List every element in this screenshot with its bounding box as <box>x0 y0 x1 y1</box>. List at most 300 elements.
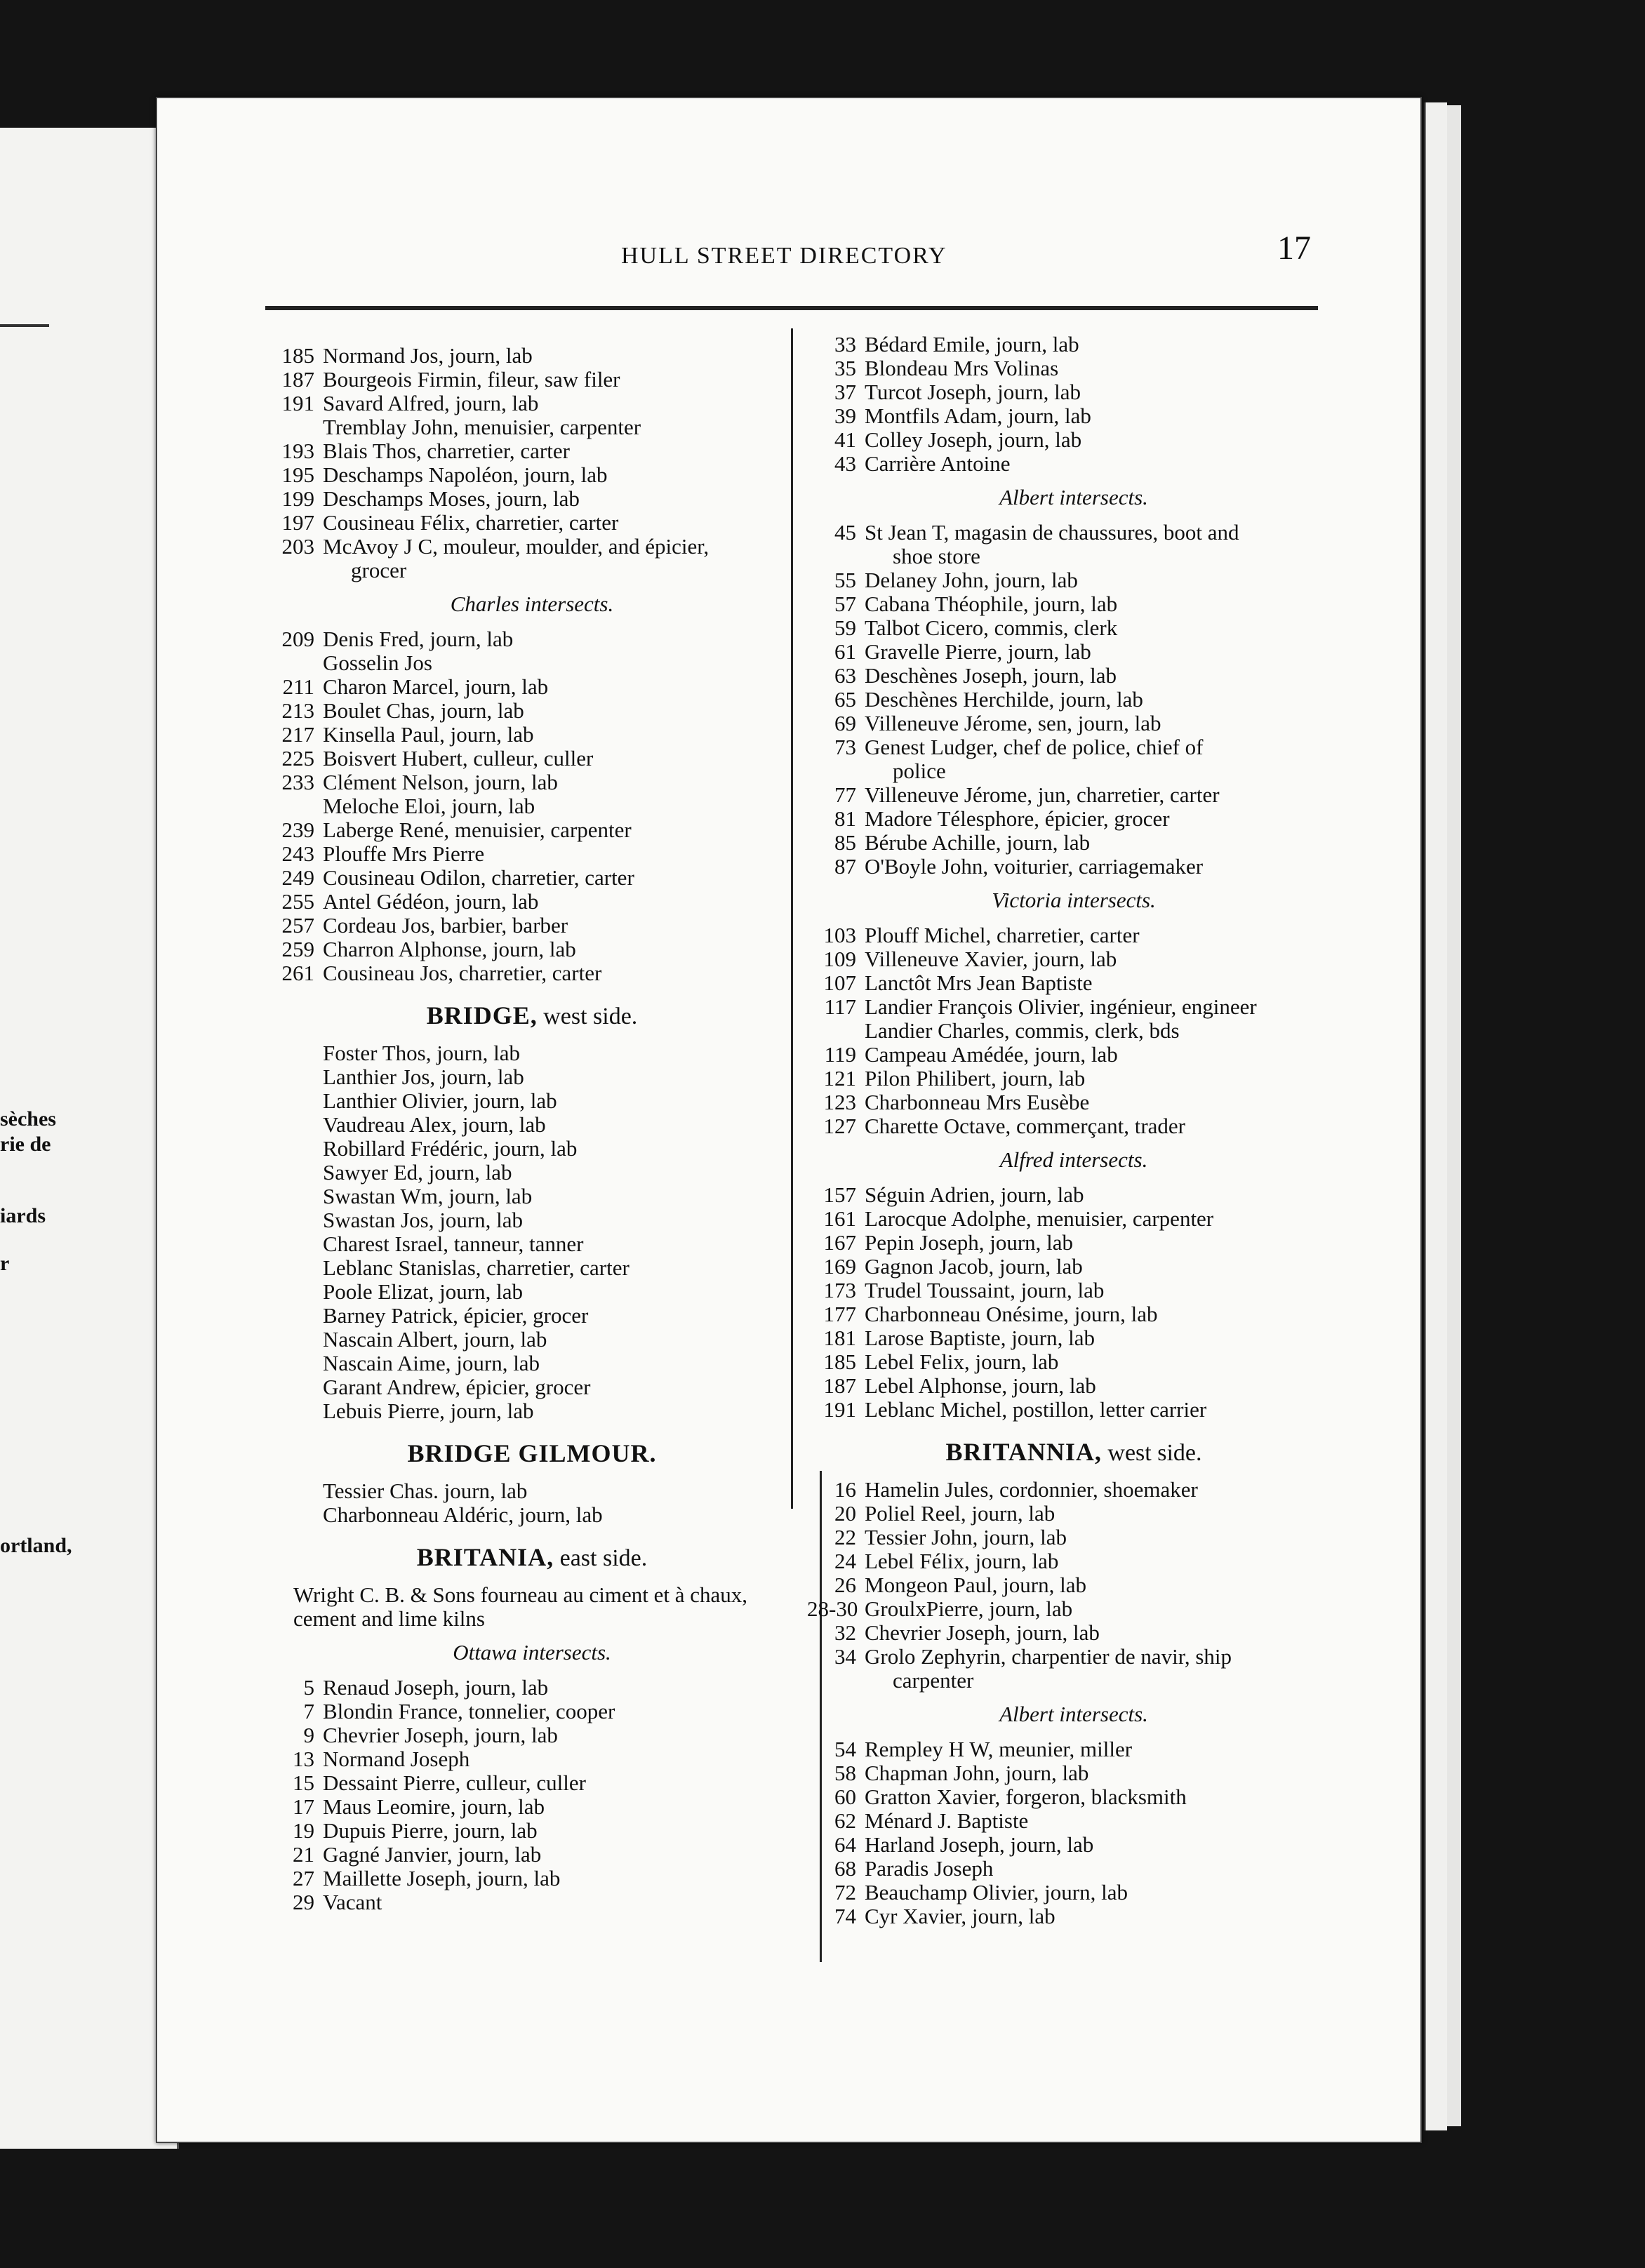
house-number: 191 <box>823 1397 856 1422</box>
entry-text: Lanthier Olivier, journ, lab <box>323 1088 557 1113</box>
directory-entry <box>807 1881 1340 1905</box>
directory-entry <box>807 640 1340 664</box>
house-number: 15 <box>293 1770 314 1795</box>
entry-text: Rempley H W, meunier, miller <box>865 1737 1133 1761</box>
entry-text: Trudel Toussaint, journ, lab <box>865 1278 1105 1302</box>
entry-text: Deschènes Joseph, journ, lab <box>865 663 1117 688</box>
house-number: 107 <box>823 970 856 995</box>
entry-text: Maillette Joseph, journ, lab <box>323 1866 561 1890</box>
entry-text: Genest Ludger, chef de police, chief of <box>865 735 1204 759</box>
directory-entry <box>807 664 1340 688</box>
directory-entry <box>265 439 799 463</box>
entry-text: Turcot Joseph, journ, lab <box>865 380 1081 404</box>
directory-entry <box>265 627 799 651</box>
directory-entry <box>807 1526 1340 1549</box>
house-number: 121 <box>823 1066 856 1090</box>
entry-text: Antel Gédéon, journ, lab <box>323 889 539 914</box>
entry-text: Gratton Xavier, forgeron, blacksmith <box>865 1785 1187 1809</box>
house-number: 161 <box>823 1206 856 1231</box>
entry-text: Boulet Chas, journ, lab <box>323 698 524 723</box>
entry-text: Blondeau Mrs Volinas <box>865 356 1059 380</box>
house-number: 191 <box>281 391 314 415</box>
entry-text: Vacant <box>323 1890 382 1914</box>
house-number: 32 <box>834 1620 856 1645</box>
house-number: 187 <box>823 1373 856 1398</box>
directory-entry <box>807 1809 1340 1833</box>
entry-text: Pilon Philibert, journ, lab <box>865 1066 1086 1090</box>
entry-continuation <box>807 759 1340 783</box>
entry-text: Paradis Joseph <box>865 1856 994 1881</box>
house-number: 57 <box>834 592 856 616</box>
entry-text: Normand Jos, journ, lab <box>323 343 533 368</box>
directory-entry <box>265 1771 799 1795</box>
directory-entry <box>265 1375 799 1399</box>
directory-entry <box>265 392 799 415</box>
entry-continuation <box>807 1669 1340 1693</box>
entry-text: Ménard J. Baptiste <box>865 1808 1029 1833</box>
entry-text: Robillard Frédéric, journ, lab <box>323 1136 578 1161</box>
directory-entry <box>265 487 799 511</box>
directory-entry <box>807 592 1340 616</box>
house-number: 22 <box>834 1525 856 1549</box>
directory-entry <box>265 1676 799 1700</box>
house-number: 259 <box>281 937 314 961</box>
directory-entry <box>807 1374 1340 1398</box>
directory-entry <box>265 368 799 392</box>
entry-text: Garant Andrew, épicier, grocer <box>323 1375 591 1399</box>
entry-text: Deschamps Napoléon, journ, lab <box>323 462 608 487</box>
directory-entry <box>265 1304 799 1328</box>
directory-entry <box>265 842 799 866</box>
directory-entry <box>807 1043 1340 1067</box>
house-number: 21 <box>293 1842 314 1867</box>
entry-text: Savard Alfred, journ, lab <box>323 391 539 415</box>
entry-text: Blondin France, tonnelier, cooper <box>323 1699 615 1723</box>
entry-text: Cordeau Jos, barbier, barber <box>323 913 568 938</box>
house-number: 213 <box>281 698 314 723</box>
intersection-note: Charles intersects. <box>450 592 614 616</box>
entry-text: Villeneuve Xavier, journ, lab <box>865 947 1117 971</box>
directory-entry <box>265 1843 799 1867</box>
house-number: 72 <box>834 1880 856 1905</box>
directory-entry <box>265 914 799 938</box>
directory-entry <box>807 1785 1340 1809</box>
directory-entry <box>265 463 799 487</box>
directory-entry <box>807 1067 1340 1090</box>
house-number: 60 <box>834 1785 856 1809</box>
directory-entry <box>265 1399 799 1423</box>
intersection-note: Alfred intersects. <box>999 1147 1148 1172</box>
directory-entry <box>807 380 1340 404</box>
house-number: 74 <box>834 1904 856 1928</box>
intersection-note: Ottawa intersects. <box>453 1640 611 1665</box>
house-number: 65 <box>834 687 856 712</box>
directory-entry <box>807 735 1340 759</box>
directory-entry <box>265 1041 799 1065</box>
street-name: BRITANNIA, <box>945 1438 1102 1466</box>
house-number: 61 <box>834 639 856 664</box>
header-rule <box>265 306 1318 310</box>
directory-entry <box>265 415 799 439</box>
entry-text: Gagnon Jacob, journ, lab <box>865 1254 1083 1279</box>
house-number: 217 <box>281 722 314 747</box>
entry-text: Clément Nelson, journ, lab <box>323 770 558 794</box>
directory-entry <box>807 923 1340 947</box>
house-number: 177 <box>823 1302 856 1326</box>
entry-text: Séguin Adrien, journ, lab <box>865 1182 1084 1207</box>
directory-entry <box>807 783 1340 807</box>
house-number: 211 <box>282 674 314 699</box>
directory-entry <box>807 1019 1340 1043</box>
directory-entry <box>807 1279 1340 1302</box>
entry-text: Chevrier Joseph, journ, lab <box>865 1620 1100 1645</box>
entry-text: Colley Joseph, journ, lab <box>865 427 1082 452</box>
entry-text: Villeneuve Jérome, sen, journ, lab <box>865 711 1161 735</box>
street-name: BRITANIA, <box>416 1543 554 1571</box>
entry-text: Normand Joseph <box>323 1747 470 1771</box>
directory-entry <box>265 1700 799 1723</box>
entry-text: Charette Octave, commerçant, trader <box>865 1114 1186 1138</box>
directory-entry <box>807 356 1340 380</box>
entry-text: McAvoy J C, mouleur, moulder, and épicier, <box>323 534 710 559</box>
entry-text: Larose Baptiste, journ, lab <box>865 1326 1095 1350</box>
entry-text: St Jean T, magasin de chaussures, boot and <box>865 520 1239 545</box>
entry-text: Lebel Felix, journ, lab <box>865 1349 1059 1374</box>
entry-text: Swastan Wm, journ, lab <box>323 1184 533 1208</box>
entry-text: Charon Marcel, journ, lab <box>323 674 549 699</box>
entry-text: Tessier John, journ, lab <box>865 1525 1067 1549</box>
directory-entry <box>807 831 1340 855</box>
directory-entry <box>807 1573 1340 1597</box>
directory-entry <box>807 404 1340 428</box>
street-side: east side. <box>559 1545 648 1571</box>
entry-text: Renaud Joseph, journ, lab <box>323 1675 549 1700</box>
directory-entry <box>807 947 1340 971</box>
house-number: 24 <box>834 1549 856 1573</box>
entry-text: Chevrier Joseph, journ, lab <box>323 1723 558 1747</box>
entry-text: Foster Thos, journ, lab <box>323 1041 520 1065</box>
house-number: 64 <box>834 1832 856 1857</box>
house-number: 5 <box>303 1675 314 1700</box>
entry-text: Cousineau Félix, charretier, carter <box>323 510 619 535</box>
entry-text: Gosselin Jos <box>323 651 432 675</box>
entry-text: Dupuis Pierre, journ, lab <box>323 1818 538 1843</box>
directory-entry <box>807 712 1340 735</box>
directory-entry <box>807 1621 1340 1645</box>
entry-text: Carrière Antoine <box>865 451 1011 476</box>
directory-entry <box>265 1113 799 1137</box>
entry-text: Lanthier Jos, journ, lab <box>323 1065 524 1089</box>
directory-entry <box>265 1232 799 1256</box>
house-number: 41 <box>834 427 856 452</box>
directory-entry <box>265 747 799 771</box>
directory-entry <box>265 1208 799 1232</box>
house-number: 39 <box>834 403 856 428</box>
page-number: 17 <box>1277 229 1311 267</box>
house-number: 63 <box>834 663 856 688</box>
house-number: 16 <box>834 1477 856 1502</box>
house-number: 62 <box>834 1808 856 1833</box>
directory-entry <box>265 699 799 723</box>
entry-text: Lebel Alphonse, journ, lab <box>865 1373 1096 1398</box>
entry-text: Tessier Chas. journ, lab <box>323 1479 528 1503</box>
house-number: 73 <box>834 735 856 759</box>
entry-text: Meloche Eloi, journ, lab <box>323 794 535 818</box>
entry-text: police <box>893 759 946 783</box>
entry-text: carpenter <box>893 1668 974 1693</box>
directory-entry <box>265 535 799 559</box>
page-edge <box>1425 102 1447 2130</box>
entry-text: Blais Thos, charretier, carter <box>323 439 570 463</box>
directory-entry <box>265 1089 799 1113</box>
directory-entry <box>807 428 1340 452</box>
house-number: 81 <box>834 806 856 831</box>
entry-text: Charron Alphonse, journ, lab <box>323 937 576 961</box>
entry-text: Deschènes Herchilde, journ, lab <box>865 687 1143 712</box>
directory-entry <box>265 771 799 794</box>
directory-entry <box>265 1723 799 1747</box>
directory-column-right <box>807 333 1340 1928</box>
directory-entry <box>265 794 799 818</box>
house-number: 173 <box>823 1278 856 1302</box>
entry-text: Gagné Janvier, journ, lab <box>323 1842 542 1867</box>
intersection-note: Victoria intersects. <box>992 888 1156 912</box>
entry-text: Landier Charles, commis, clerk, bds <box>865 1018 1180 1043</box>
house-number: 7 <box>303 1699 314 1723</box>
directory-entry <box>807 1114 1340 1138</box>
business-entry: Wright C. B. & Sons fourneau au ciment et à chaux, cement and lime kilns <box>293 1582 748 1631</box>
entry-text: Hamelin Jules, cordonnier, shoemaker <box>865 1477 1198 1502</box>
entry-text: Talbot Cicero, commis, clerk <box>865 615 1118 640</box>
entry-text: Cousineau Odilon, charretier, carter <box>323 865 634 890</box>
directory-entry <box>807 616 1340 640</box>
entry-text: Dessaint Pierre, culleur, culler <box>323 1770 586 1795</box>
entry-text: Maus Leomire, journ, lab <box>323 1794 545 1819</box>
entry-text: Chapman John, journ, lab <box>865 1761 1089 1785</box>
house-number: 225 <box>281 746 314 771</box>
house-number: 85 <box>834 830 856 855</box>
house-number: 203 <box>281 534 314 559</box>
house-number: 17 <box>293 1794 314 1819</box>
house-number: 109 <box>823 947 856 971</box>
directory-entry <box>265 1256 799 1280</box>
directory-entry <box>807 807 1340 831</box>
house-number: 58 <box>834 1761 856 1785</box>
directory-entry <box>807 688 1340 712</box>
intersection-note: Albert intersects. <box>999 485 1148 509</box>
intersection-note: Albert intersects. <box>999 1702 1148 1726</box>
entry-text: Tremblay John, menuisier, carpenter <box>323 415 641 439</box>
house-number: 13 <box>293 1747 314 1771</box>
facing-page-fragment: iards <box>0 1204 46 1227</box>
house-number: 103 <box>823 923 856 947</box>
directory-entry <box>265 1819 799 1843</box>
directory-entry <box>807 333 1340 356</box>
directory-entry <box>265 511 799 535</box>
house-number: 187 <box>281 367 314 392</box>
house-number: 37 <box>834 380 856 404</box>
entry-text: Cabana Théophile, journ, lab <box>865 592 1118 616</box>
directory-entry <box>265 344 799 368</box>
facing-page-fragment: sèches <box>0 1107 56 1130</box>
house-number: 20 <box>834 1501 856 1526</box>
directory-entry <box>265 1867 799 1890</box>
directory-entry <box>265 1280 799 1304</box>
house-number: 34 <box>834 1644 856 1669</box>
entry-text: Poole Elizat, journ, lab <box>323 1279 523 1304</box>
entry-text: Nascain Albert, journ, lab <box>323 1327 547 1352</box>
directory-entry <box>265 1747 799 1771</box>
directory-entry <box>807 1090 1340 1114</box>
directory-entry <box>807 1737 1340 1761</box>
directory-entry <box>265 938 799 961</box>
house-number: 157 <box>823 1182 856 1207</box>
directory-entry <box>807 1326 1340 1350</box>
house-number: 185 <box>823 1349 856 1374</box>
entry-text: O'Boyle John, voiturier, carriagemaker <box>865 854 1204 879</box>
directory-entry <box>807 1857 1340 1881</box>
directory-entry <box>265 1185 799 1208</box>
house-number: 233 <box>281 770 314 794</box>
house-number: 19 <box>293 1818 314 1843</box>
facing-page-fragment: ortland, <box>0 1534 72 1557</box>
directory-entry <box>265 1065 799 1089</box>
house-number: 117 <box>824 994 856 1019</box>
facing-page-fragment: r <box>0 1252 10 1275</box>
entry-text: Swastan Jos, journ, lab <box>323 1208 524 1232</box>
entry-text: Larocque Adolphe, menuisier, carpenter <box>865 1206 1214 1231</box>
street-side: west side. <box>543 1003 638 1029</box>
house-number: 257 <box>281 913 314 938</box>
entry-text: Beauchamp Olivier, journ, lab <box>865 1880 1128 1905</box>
directory-entry <box>807 1302 1340 1326</box>
directory-entry <box>265 1161 799 1185</box>
entry-text: Delaney John, journ, lab <box>865 568 1078 592</box>
directory-entry <box>265 1352 799 1375</box>
house-number: 54 <box>834 1737 856 1761</box>
facing-page-fragment: rie de <box>0 1133 51 1156</box>
directory-entry <box>807 1350 1340 1374</box>
entry-text: Leblanc Stanislas, charretier, carter <box>323 1255 630 1280</box>
directory-entry <box>265 1795 799 1819</box>
entry-text: Bérube Achille, journ, lab <box>865 830 1091 855</box>
house-number: 185 <box>281 343 314 368</box>
facing-page-rule <box>0 324 49 327</box>
directory-entry <box>807 1905 1340 1928</box>
entry-text: GroulxPierre, journ, lab <box>865 1596 1073 1621</box>
entry-text: Charest Israel, tanneur, tanner <box>323 1232 584 1256</box>
directory-entry <box>807 1478 1340 1502</box>
entry-text: Bédard Emile, journ, lab <box>865 332 1079 356</box>
house-number: 243 <box>281 841 314 866</box>
house-number: 43 <box>834 451 856 476</box>
house-number: 123 <box>823 1090 856 1114</box>
directory-entry <box>807 1398 1340 1422</box>
house-number: 55 <box>834 568 856 592</box>
directory-entry <box>265 890 799 914</box>
directory-entry <box>807 1597 1340 1621</box>
directory-entry <box>807 1502 1340 1526</box>
street-name: BRIDGE GILMOUR. <box>407 1439 657 1467</box>
directory-entry <box>807 1645 1340 1669</box>
directory-entry <box>265 818 799 842</box>
house-number: 197 <box>281 510 314 535</box>
entry-text: Lebuis Pierre, journ, lab <box>323 1399 534 1423</box>
house-number: 29 <box>293 1890 314 1914</box>
street-heading <box>265 1441 799 1467</box>
house-number: 28-30 <box>807 1596 858 1621</box>
directory-entry <box>265 1137 799 1161</box>
directory-entry <box>807 1207 1340 1231</box>
house-number: 69 <box>834 711 856 735</box>
house-number: 27 <box>293 1866 314 1890</box>
house-number: 77 <box>834 782 856 807</box>
house-number: 239 <box>281 818 314 842</box>
entry-text: Kinsella Paul, journ, lab <box>323 722 534 747</box>
house-number: 45 <box>834 520 856 545</box>
directory-entry <box>807 1761 1340 1785</box>
directory-entry <box>807 995 1340 1019</box>
house-number: 181 <box>823 1326 856 1350</box>
entry-text: Bourgeois Firmin, fileur, saw filer <box>323 367 620 392</box>
directory-entry <box>265 675 799 699</box>
house-number: 68 <box>834 1856 856 1881</box>
page-header <box>0 0 1645 269</box>
directory-entry <box>807 1549 1340 1573</box>
entry-text: Cousineau Jos, charretier, carter <box>323 961 602 985</box>
house-number: 209 <box>281 627 314 651</box>
entry-text: Poliel Reel, journ, lab <box>865 1501 1055 1526</box>
directory-entry <box>807 971 1340 995</box>
directory-entry <box>807 1231 1340 1255</box>
house-number: 199 <box>281 486 314 511</box>
entry-text: grocer <box>351 558 407 582</box>
directory-entry <box>265 1479 799 1503</box>
house-number: 87 <box>834 854 856 879</box>
directory-entry <box>807 568 1340 592</box>
entry-text: Boisvert Hubert, culleur, culler <box>323 746 594 771</box>
entry-text: Mongeon Paul, journ, lab <box>865 1573 1086 1597</box>
entry-text: Laberge René, menuisier, carpenter <box>323 818 632 842</box>
entry-text: shoe store <box>893 544 980 568</box>
entry-text: Pepin Joseph, journ, lab <box>865 1230 1074 1255</box>
directory-entry <box>265 961 799 985</box>
entry-text: Deschamps Moses, journ, lab <box>323 486 580 511</box>
entry-text: Charbonneau Mrs Eusèbe <box>865 1090 1090 1114</box>
entry-text: Cyr Xavier, journ, lab <box>865 1904 1055 1928</box>
entry-text: Vaudreau Alex, journ, lab <box>323 1112 546 1137</box>
entry-continuation <box>807 545 1340 568</box>
house-number: 167 <box>823 1230 856 1255</box>
house-number: 119 <box>824 1042 856 1067</box>
house-number: 169 <box>823 1254 856 1279</box>
house-number: 261 <box>281 961 314 985</box>
entry-text: Denis Fred, journ, lab <box>323 627 514 651</box>
entry-text: Nascain Aime, journ, lab <box>323 1351 540 1375</box>
entry-text: Villeneuve Jérome, jun, charretier, carter <box>865 782 1220 807</box>
house-number: 9 <box>303 1723 314 1747</box>
entry-text: Barney Patrick, épicier, grocer <box>323 1303 589 1328</box>
house-number: 195 <box>281 462 314 487</box>
directory-entry <box>265 1890 799 1914</box>
entry-text: Lebel Félix, journ, lab <box>865 1549 1059 1573</box>
directory-entry <box>265 1503 799 1527</box>
directory-entry <box>265 651 799 675</box>
entry-text: Plouff Michel, charretier, carter <box>865 923 1140 947</box>
directory-entry <box>265 723 799 747</box>
entry-text: Gravelle Pierre, journ, lab <box>865 639 1091 664</box>
house-number: 193 <box>281 439 314 463</box>
